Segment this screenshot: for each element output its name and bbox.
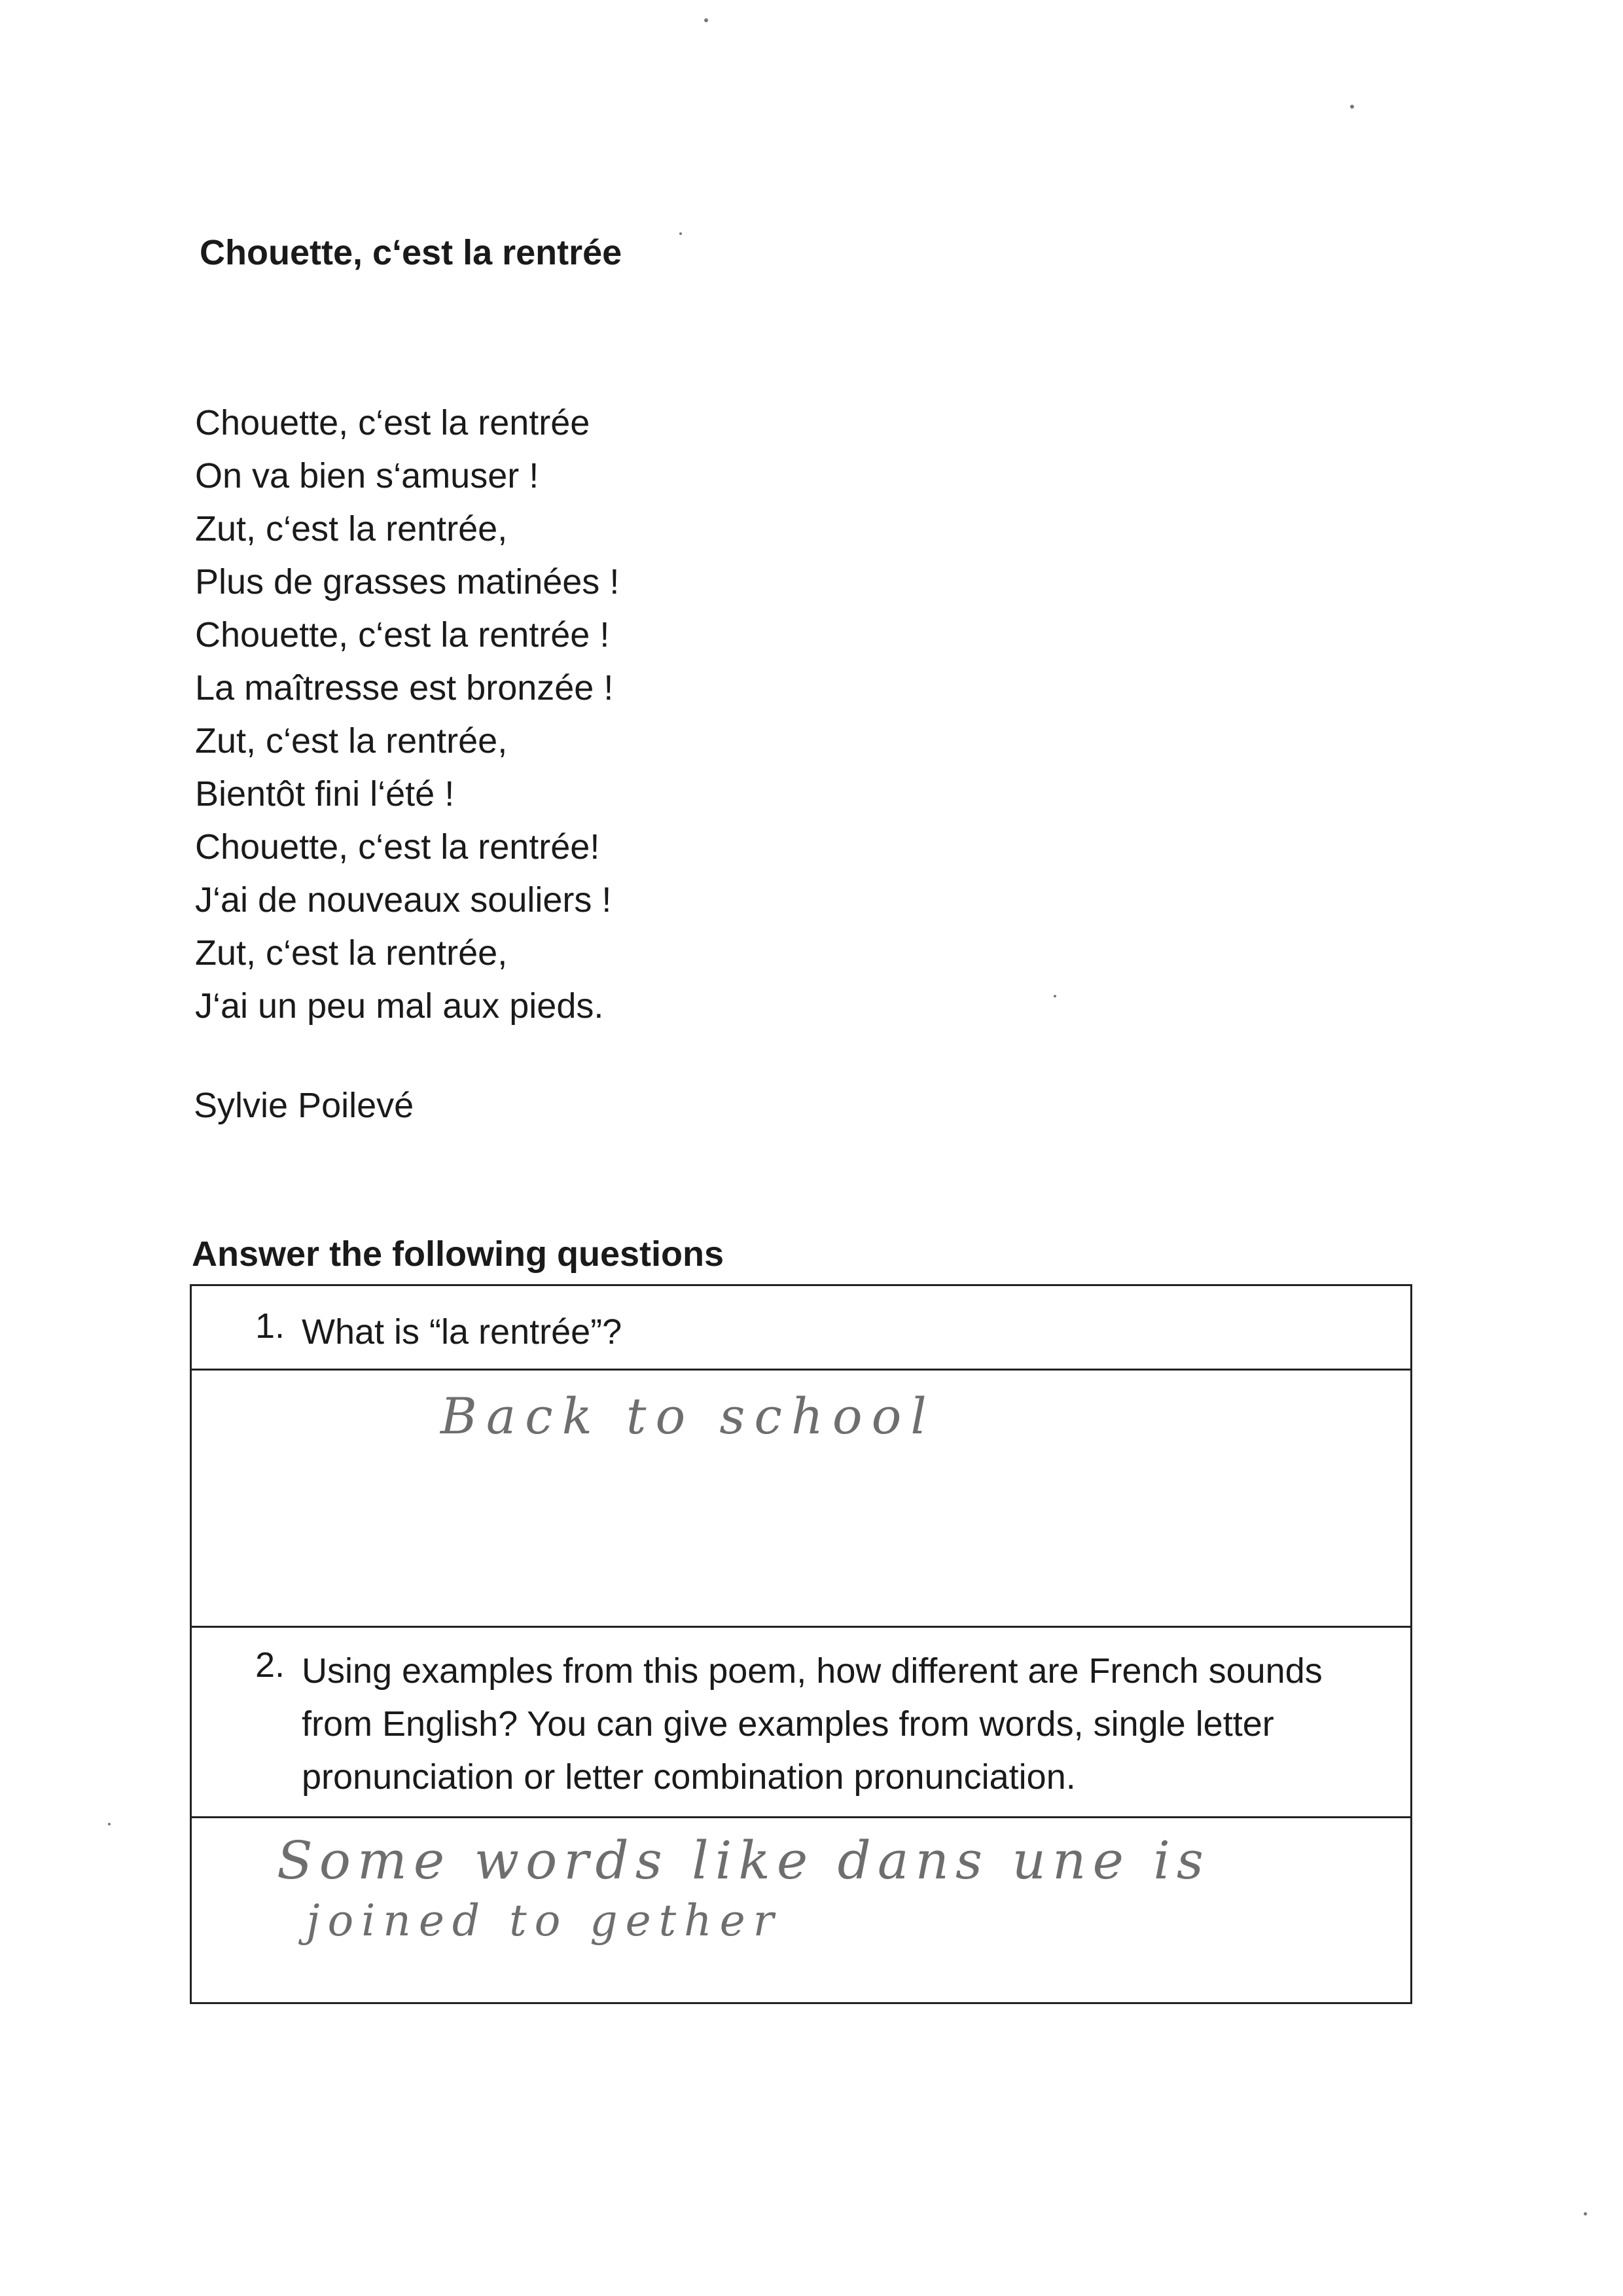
question-1-cell <box>190 1284 1412 1371</box>
answer-1-box[interactable] <box>190 1371 1412 1628</box>
poem-title: Chouette, c‘est la rentrée <box>200 233 622 272</box>
poem-line: Bientôt fini l‘été ! <box>195 774 455 814</box>
poem-line: Chouette, c‘est la rentrée! <box>195 827 600 867</box>
poem-line: Plus de grasses matinées ! <box>195 562 620 601</box>
question-number: 2. <box>255 1645 285 1685</box>
questions-table <box>190 1284 1412 2004</box>
scan-speck <box>1054 995 1056 997</box>
poem-line: Zut, c‘est la rentrée, <box>195 721 508 761</box>
handwritten-answer: Back to school <box>440 1387 936 1445</box>
scan-speck <box>1584 2212 1587 2215</box>
poem-line: Chouette, c‘est la rentrée <box>195 403 590 442</box>
poem-line: Chouette, c‘est la rentrée ! <box>195 615 610 655</box>
answer-2-box[interactable] <box>190 1818 1412 2004</box>
question-text: What is “la rentrée”? <box>302 1312 622 1352</box>
scan-speck <box>1350 105 1354 109</box>
poem-line: J‘ai de nouveaux souliers ! <box>195 880 612 920</box>
scan-speck <box>704 18 708 22</box>
scan-speck <box>108 1823 111 1825</box>
poem-line: Zut, c‘est la rentrée, <box>195 933 508 973</box>
question-2-cell <box>190 1628 1412 1818</box>
poem-line: La maîtresse est bronzée ! <box>195 668 614 708</box>
poem-body <box>195 397 980 1033</box>
poem-line: On va bien s‘amuser ! <box>195 456 539 495</box>
question-text: Using examples from this poem, how different are French sounds from English? You can give examples from words, single letter pronunciation or letter combination pronunciation. <box>302 1651 1323 1797</box>
poem-author: Sylvie Poilevé <box>194 1086 414 1125</box>
handwritten-answer: joined to gether <box>306 1895 782 1946</box>
question-number: 1. <box>255 1306 285 1346</box>
handwritten-answer: Some words like dans une is <box>277 1830 1210 1891</box>
questions-heading: Answer the following questions <box>192 1234 724 1274</box>
poem-line: J‘ai un peu mal aux pieds. <box>195 986 604 1026</box>
poem-line: Zut, c‘est la rentrée, <box>195 509 508 548</box>
scan-speck <box>679 232 682 235</box>
